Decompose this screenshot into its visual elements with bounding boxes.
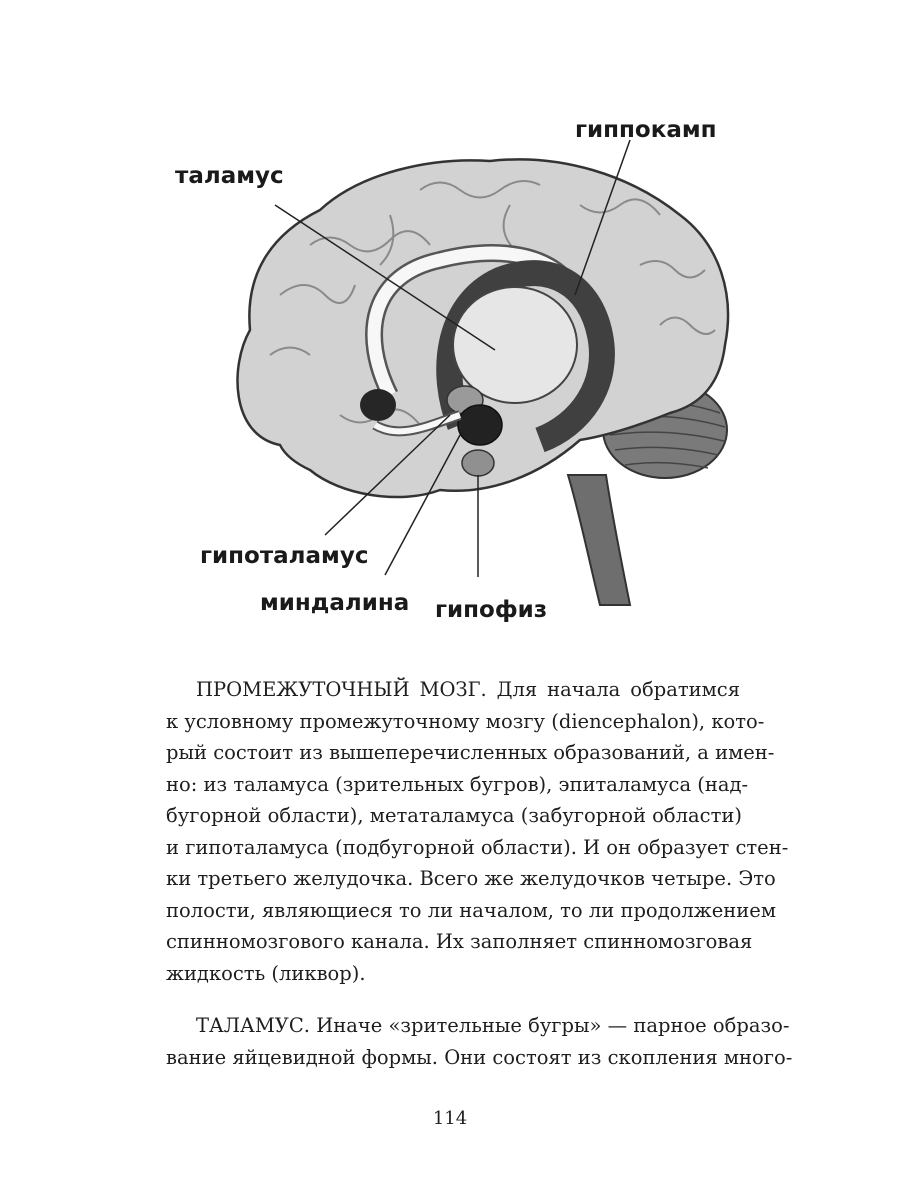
text-line: рый состоит из вышеперечисленных образований, а имен- [166, 741, 775, 764]
text-line: бугорной области), метаталамуса (забугорной области) [166, 804, 742, 827]
text-line: вание яйцевидной формы. Они состоят из скопления много- [166, 1045, 793, 1069]
thalamus-shape [453, 287, 577, 403]
label-hypothalamus: гипоталамус [200, 543, 369, 569]
text-line: полости, являющиеся то ли началом, то ли продолжением [166, 898, 776, 922]
label-thalamus: таламус [175, 163, 284, 189]
label-pituitary: гипофиз [435, 597, 548, 623]
label-hippocampus: гиппокамп [575, 117, 717, 143]
text-line: ТАЛАМУС. Иначе «зрительные бугры» — парное образо- [196, 1014, 790, 1037]
paragraph-thalamus [166, 1010, 793, 1073]
text-line: но: из таламуса (зрительных бугров), эпиталамуса (над- [166, 772, 749, 796]
amygdala-shape [458, 405, 502, 445]
page-number: 114 [432, 1108, 468, 1129]
label-amygdala: миндалина [260, 590, 410, 616]
text-line: к условному промежуточному мозгу (diencephalon), кото- [166, 709, 765, 733]
text-line: жидкость (ликвор). [166, 961, 366, 985]
olfactory-bulb [360, 389, 396, 421]
text-line: спинномозгового канала. Их заполняет спинномозговая [166, 930, 753, 953]
pituitary-shape [462, 450, 494, 476]
paragraph-diencephalon [166, 674, 789, 989]
brain-figure [160, 95, 750, 640]
text-line: и гипоталамуса (подбугорной области). И он образует стен- [166, 835, 789, 859]
brain-stem [568, 475, 630, 605]
text-line: ПРОМЕЖУТОЧНЫЙ МОЗГ. Для начала обратимся [196, 678, 740, 701]
text-line: ки третьего желудочка. Всего же желудочков четыре. Это [166, 867, 776, 890]
